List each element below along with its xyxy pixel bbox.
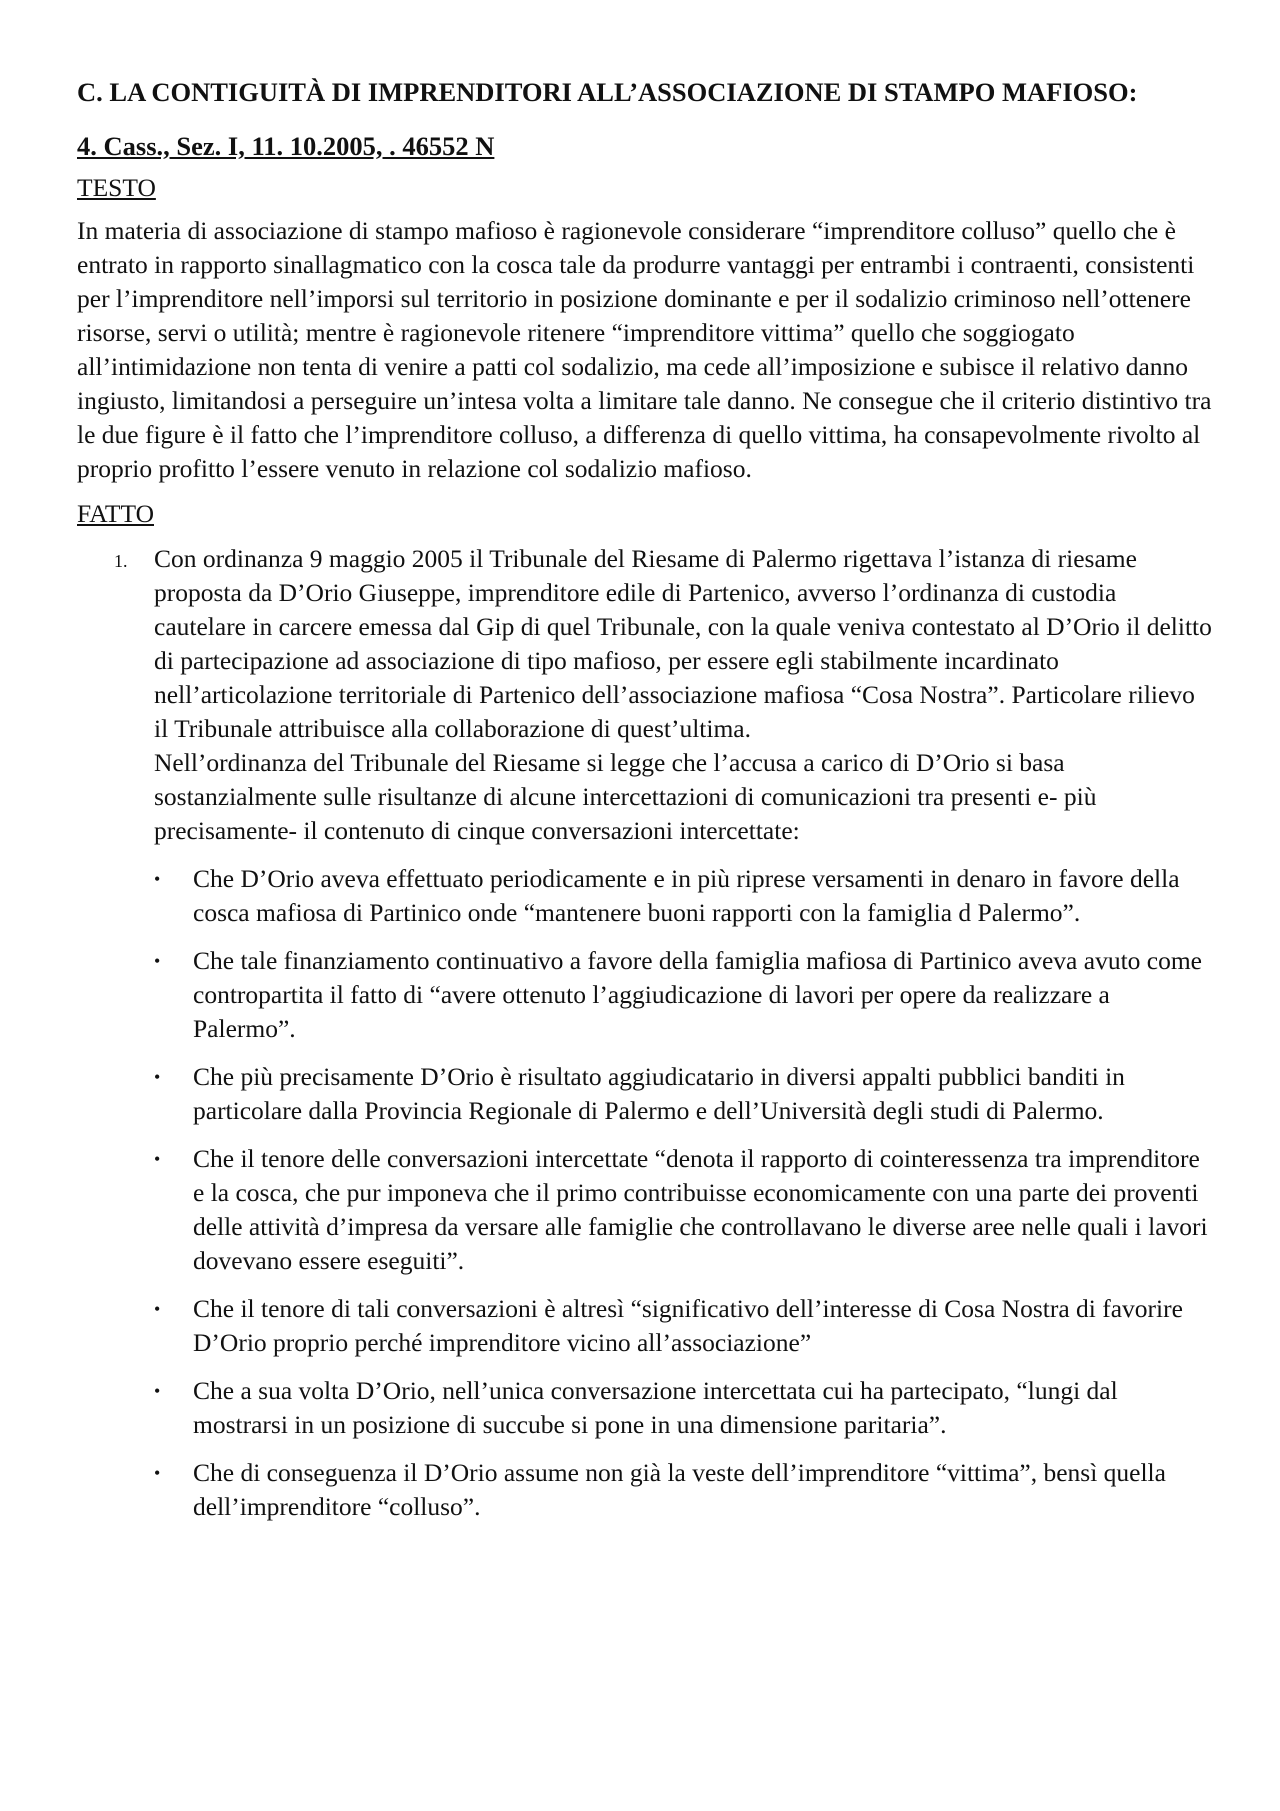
section-label-testo: TESTO: [77, 173, 156, 202]
numbered-item-1: [77, 542, 1212, 848]
document-heading: C. LA CONTIGUITÀ DI IMPRENDITORI ALL’ASSOCIAZIONE DI STAMPO MAFIOSO:: [77, 77, 1138, 107]
case-reference: 4. Cass., Sez. I, 11. 10.2005, . 46552 N: [77, 131, 495, 161]
list-item: [77, 1292, 1212, 1360]
bullet-icon: •: [154, 1149, 161, 1169]
list-item-text: Che il tenore delle conversazioni intercettate “denota il rapporto di cointeressenza tra imprenditore e la cosca, che pur imponeva che il primo contribuisse economicamente con una parte dei proventi delle attività d’impresa da versare alle famiglie che controllavano le diverse aree nelle quali i lavori dovevano essere eseguiti”.: [193, 1144, 1208, 1275]
item-number: 1.: [114, 551, 128, 571]
bullet-icon: •: [154, 1381, 161, 1401]
list-item-text: Che tale finanziamento continuativo a favore della famiglia mafiosa di Partinico aveva avuto come contropartita il fatto di “avere ottenuto l’aggiudicazione di lavori per opere da realizzare a Palermo”.: [193, 946, 1202, 1043]
list-item: [77, 944, 1212, 1046]
list-item: [77, 1060, 1212, 1128]
list-item: [77, 1456, 1212, 1524]
bullet-icon: •: [154, 951, 161, 971]
bullet-list: [77, 862, 1212, 1524]
bullet-icon: •: [154, 1299, 161, 1319]
list-item: [77, 1374, 1212, 1442]
list-item: [77, 1142, 1212, 1278]
list-item-text: Che a sua volta D’Orio, nell’unica conversazione intercettata cui ha partecipato, “lungi dal mostrarsi in un posizione di succube si pone in una dimensione paritaria”.: [193, 1376, 1118, 1439]
bullet-icon: •: [154, 1067, 161, 1087]
list-item-text: Che di conseguenza il D’Orio assume non già la veste dell’imprenditore “vittima”, bensì quella dell’imprenditore “colluso”.: [193, 1458, 1166, 1521]
item-text-part-2: Nell’ordinanza del Tribunale del Riesame si legge che l’accusa a carico di D’Orio si basa sostanzialmente sulle risultanze di alcune intercettazioni di comunicazioni tra presenti e- più precisamente- il contenuto di cinque conversazioni intercettate:: [154, 748, 1097, 845]
document-page: [77, 76, 1212, 1538]
bullet-icon: •: [154, 1463, 161, 1483]
list-item: [77, 862, 1212, 930]
testo-paragraph: In materia di associazione di stampo mafioso è ragionevole considerare “imprenditore colluso” quello che è entrato in rapporto sinallagmatico con la cosca tale da produrre vantaggi per entrambi i contraenti, consistenti per l’imprenditore nell’imporsi sul territorio in posizione dominante e per il sodalizio criminoso nell’ottenere risorse, servi o utilità; mentre è ragionevole ritenere “imprenditore vittima” quello che soggiogato all’intimidazione non tenta di venire a patti col sodalizio, ma cede all’imposizione e subisce il relativo danno ingiusto, limitandosi a perseguire un’intesa volta a limitare tale danno. Ne consegue che il criterio distintivo tra le due figure è il fatto che l’imprenditore colluso, a differenza di quello vittima, ha consapevolmente rivolto al proprio profitto l’essere venuto in relazione col sodalizio mafioso.: [77, 216, 1212, 483]
item-text-part-1: Con ordinanza 9 maggio 2005 il Tribunale del Riesame di Palermo rigettava l’istanza di riesame proposta da D’Orio Giuseppe, imprenditore edile di Partenico, avverso l’ordinanza di custodia cautelare in carcere emessa dal Gip di quel Tribunale, con la quale veniva contestato al D’Orio il delitto di partecipazione ad associazione di tipo mafioso, per essere egli stabilmente incardinato nell’articolazione territoriale di Partenico dell’associazione mafiosa “Cosa Nostra”. Particolare rilievo il Tribunale attribuisce alla collaborazione di quest’ultima.: [154, 544, 1212, 743]
list-item-text: Che D’Orio aveva effettuato periodicamente e in più riprese versamenti in denaro in favore della cosca mafiosa di Partinico onde “mantenere buoni rapporti con la famiglia d Palermo”.: [193, 864, 1180, 927]
list-item-text: Che il tenore di tali conversazioni è altresì “significativo dell’interesse di Cosa Nostra di favorire D’Orio proprio perché imprenditore vicino all’associazione”: [193, 1294, 1183, 1357]
section-label-fatto: FATTO: [77, 499, 154, 528]
bullet-icon: •: [154, 869, 161, 889]
list-item-text: Che più precisamente D’Orio è risultato aggiudicatario in diversi appalti pubblici banditi in particolare dalla Provincia Regionale di Palermo e dell’Università degli studi di Palermo.: [193, 1062, 1125, 1125]
